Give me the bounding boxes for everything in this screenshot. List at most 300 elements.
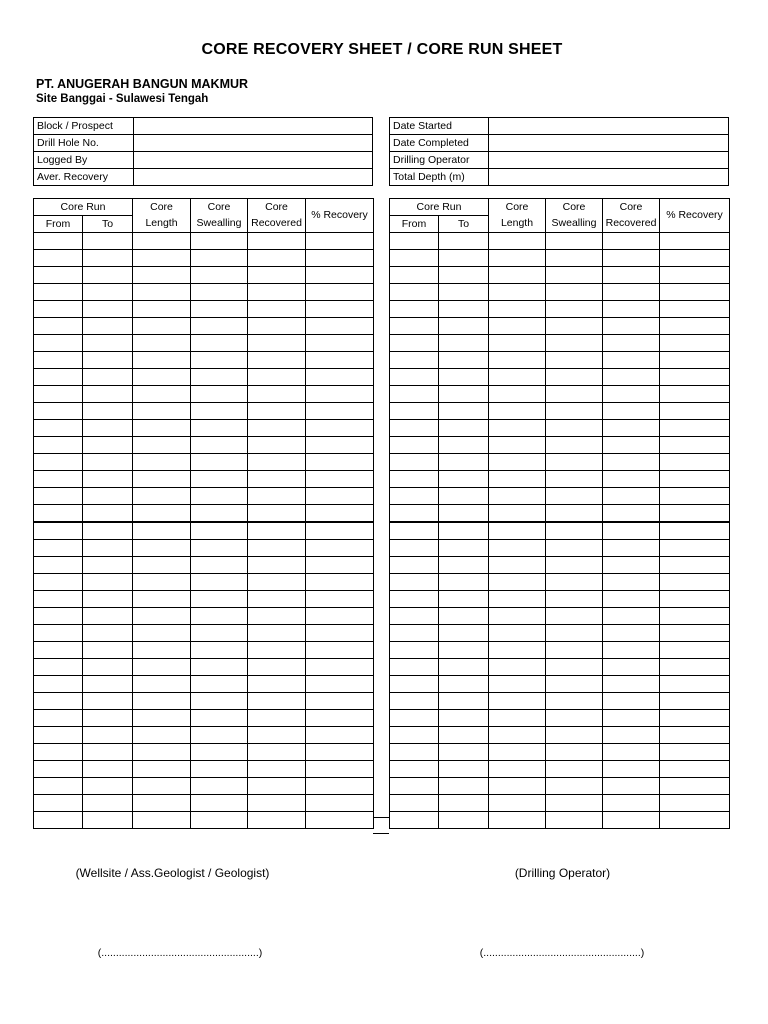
entry-cell[interactable] (603, 744, 660, 761)
entry-cell[interactable] (306, 676, 374, 693)
entry-cell[interactable] (603, 659, 660, 676)
entry-cell[interactable] (34, 727, 83, 744)
entry-cell[interactable] (248, 233, 306, 250)
entry-cell[interactable] (133, 659, 191, 676)
entry-cell[interactable] (83, 369, 133, 386)
entry-cell[interactable] (603, 233, 660, 250)
entry-cell[interactable] (660, 761, 730, 778)
entry-cell[interactable] (306, 250, 374, 267)
entry-cell[interactable] (191, 744, 248, 761)
entry-cell[interactable] (439, 557, 489, 574)
entry-cell[interactable] (34, 659, 83, 676)
entry-cell[interactable] (660, 693, 730, 710)
entry-cell[interactable] (439, 761, 489, 778)
entry-cell[interactable] (660, 540, 730, 557)
entry-cell[interactable] (133, 488, 191, 505)
entry-cell[interactable] (603, 335, 660, 352)
entry-cell[interactable] (603, 761, 660, 778)
entry-cell[interactable] (390, 557, 439, 574)
entry-cell[interactable] (546, 471, 603, 488)
entry-cell[interactable] (660, 318, 730, 335)
entry-cell[interactable] (306, 642, 374, 659)
entry-cell[interactable] (660, 625, 730, 642)
entry-cell[interactable] (489, 403, 546, 420)
entry-cell[interactable] (248, 693, 306, 710)
entry-cell[interactable] (603, 437, 660, 454)
entry-cell[interactable] (191, 335, 248, 352)
entry-cell[interactable] (191, 352, 248, 369)
entry-cell[interactable] (489, 693, 546, 710)
entry-cell[interactable] (390, 386, 439, 403)
entry-cell[interactable] (248, 676, 306, 693)
entry-cell[interactable] (306, 557, 374, 574)
entry-cell[interactable] (390, 693, 439, 710)
entry-cell[interactable] (603, 488, 660, 505)
entry-cell[interactable] (34, 471, 83, 488)
entry-cell[interactable] (489, 522, 546, 540)
entry-cell[interactable] (489, 557, 546, 574)
entry-cell[interactable] (489, 352, 546, 369)
entry-cell[interactable] (133, 727, 191, 744)
entry-cell[interactable] (546, 420, 603, 437)
entry-cell[interactable] (191, 318, 248, 335)
entry-cell[interactable] (660, 437, 730, 454)
entry-cell[interactable] (83, 778, 133, 795)
entry-cell[interactable] (306, 420, 374, 437)
entry-cell[interactable] (390, 812, 439, 829)
entry-cell[interactable] (191, 557, 248, 574)
entry-cell[interactable] (660, 352, 730, 369)
entry-cell[interactable] (248, 471, 306, 488)
entry-cell[interactable] (191, 488, 248, 505)
entry-cell[interactable] (546, 454, 603, 471)
entry-cell[interactable] (191, 233, 248, 250)
entry-cell[interactable] (191, 795, 248, 812)
entry-cell[interactable] (390, 676, 439, 693)
entry-cell[interactable] (390, 437, 439, 454)
entry-cell[interactable] (660, 488, 730, 505)
entry-cell[interactable] (34, 540, 83, 557)
entry-cell[interactable] (546, 693, 603, 710)
entry-cell[interactable] (248, 574, 306, 591)
entry-cell[interactable] (546, 335, 603, 352)
entry-cell[interactable] (439, 301, 489, 318)
entry-cell[interactable] (34, 812, 83, 829)
entry-cell[interactable] (83, 642, 133, 659)
entry-cell[interactable] (660, 454, 730, 471)
entry-cell[interactable] (390, 369, 439, 386)
info-value-field[interactable] (134, 169, 373, 186)
entry-cell[interactable] (133, 437, 191, 454)
entry-cell[interactable] (191, 454, 248, 471)
entry-cell[interactable] (439, 522, 489, 540)
entry-cell[interactable] (133, 522, 191, 540)
entry-cell[interactable] (439, 369, 489, 386)
entry-cell[interactable] (390, 625, 439, 642)
entry-cell[interactable] (133, 250, 191, 267)
entry-cell[interactable] (133, 420, 191, 437)
entry-cell[interactable] (133, 744, 191, 761)
entry-cell[interactable] (306, 608, 374, 625)
entry-cell[interactable] (390, 335, 439, 352)
entry-cell[interactable] (390, 659, 439, 676)
entry-cell[interactable] (489, 369, 546, 386)
entry-cell[interactable] (83, 761, 133, 778)
entry-cell[interactable] (83, 454, 133, 471)
entry-cell[interactable] (603, 693, 660, 710)
entry-cell[interactable] (546, 608, 603, 625)
entry-cell[interactable] (660, 284, 730, 301)
entry-cell[interactable] (489, 778, 546, 795)
entry-cell[interactable] (660, 386, 730, 403)
entry-cell[interactable] (660, 710, 730, 727)
entry-cell[interactable] (248, 369, 306, 386)
entry-cell[interactable] (390, 744, 439, 761)
entry-cell[interactable] (133, 540, 191, 557)
entry-cell[interactable] (489, 812, 546, 829)
entry-cell[interactable] (191, 574, 248, 591)
entry-cell[interactable] (306, 386, 374, 403)
entry-cell[interactable] (660, 676, 730, 693)
entry-cell[interactable] (83, 267, 133, 284)
entry-cell[interactable] (439, 403, 489, 420)
entry-cell[interactable] (546, 369, 603, 386)
entry-cell[interactable] (133, 267, 191, 284)
entry-cell[interactable] (439, 267, 489, 284)
entry-cell[interactable] (489, 488, 546, 505)
entry-cell[interactable] (248, 591, 306, 608)
entry-cell[interactable] (489, 625, 546, 642)
entry-cell[interactable] (603, 420, 660, 437)
entry-cell[interactable] (489, 710, 546, 727)
entry-cell[interactable] (248, 505, 306, 523)
entry-cell[interactable] (390, 540, 439, 557)
entry-cell[interactable] (390, 727, 439, 744)
entry-cell[interactable] (83, 437, 133, 454)
entry-cell[interactable] (306, 233, 374, 250)
entry-cell[interactable] (439, 625, 489, 642)
entry-cell[interactable] (439, 727, 489, 744)
entry-cell[interactable] (603, 642, 660, 659)
entry-cell[interactable] (546, 710, 603, 727)
entry-cell[interactable] (603, 301, 660, 318)
entry-cell[interactable] (489, 608, 546, 625)
entry-cell[interactable] (660, 727, 730, 744)
info-value-field[interactable] (489, 118, 729, 135)
entry-cell[interactable] (133, 403, 191, 420)
entry-cell[interactable] (34, 488, 83, 505)
entry-cell[interactable] (489, 335, 546, 352)
entry-cell[interactable] (248, 795, 306, 812)
entry-cell[interactable] (390, 642, 439, 659)
entry-cell[interactable] (390, 522, 439, 540)
entry-cell[interactable] (660, 778, 730, 795)
entry-cell[interactable] (489, 454, 546, 471)
entry-cell[interactable] (34, 778, 83, 795)
entry-cell[interactable] (133, 710, 191, 727)
entry-cell[interactable] (248, 540, 306, 557)
entry-cell[interactable] (390, 761, 439, 778)
entry-cell[interactable] (603, 591, 660, 608)
entry-cell[interactable] (489, 437, 546, 454)
entry-cell[interactable] (660, 369, 730, 386)
entry-cell[interactable] (439, 659, 489, 676)
entry-cell[interactable] (660, 233, 730, 250)
entry-cell[interactable] (248, 625, 306, 642)
entry-cell[interactable] (489, 471, 546, 488)
entry-cell[interactable] (603, 386, 660, 403)
entry-cell[interactable] (390, 471, 439, 488)
entry-cell[interactable] (248, 352, 306, 369)
entry-cell[interactable] (546, 488, 603, 505)
info-value-field[interactable] (489, 135, 729, 152)
entry-cell[interactable] (34, 625, 83, 642)
entry-cell[interactable] (83, 488, 133, 505)
entry-cell[interactable] (34, 369, 83, 386)
entry-cell[interactable] (34, 693, 83, 710)
entry-cell[interactable] (546, 233, 603, 250)
entry-cell[interactable] (390, 250, 439, 267)
entry-cell[interactable] (191, 420, 248, 437)
entry-cell[interactable] (489, 420, 546, 437)
entry-cell[interactable] (390, 403, 439, 420)
entry-cell[interactable] (660, 403, 730, 420)
entry-cell[interactable] (133, 778, 191, 795)
entry-cell[interactable] (390, 591, 439, 608)
entry-cell[interactable] (306, 727, 374, 744)
entry-cell[interactable] (191, 761, 248, 778)
entry-cell[interactable] (306, 488, 374, 505)
entry-cell[interactable] (489, 233, 546, 250)
entry-cell[interactable] (660, 301, 730, 318)
entry-cell[interactable] (248, 608, 306, 625)
entry-cell[interactable] (133, 574, 191, 591)
entry-cell[interactable] (546, 574, 603, 591)
entry-cell[interactable] (34, 420, 83, 437)
entry-cell[interactable] (660, 420, 730, 437)
entry-cell[interactable] (133, 454, 191, 471)
entry-cell[interactable] (390, 778, 439, 795)
entry-cell[interactable] (191, 505, 248, 523)
entry-cell[interactable] (83, 505, 133, 523)
entry-cell[interactable] (660, 267, 730, 284)
entry-cell[interactable] (34, 591, 83, 608)
entry-cell[interactable] (306, 574, 374, 591)
entry-cell[interactable] (248, 522, 306, 540)
entry-cell[interactable] (191, 710, 248, 727)
entry-cell[interactable] (439, 744, 489, 761)
entry-cell[interactable] (439, 335, 489, 352)
entry-cell[interactable] (660, 522, 730, 540)
entry-cell[interactable] (489, 301, 546, 318)
entry-cell[interactable] (306, 540, 374, 557)
entry-cell[interactable] (439, 233, 489, 250)
entry-cell[interactable] (546, 284, 603, 301)
entry-cell[interactable] (603, 318, 660, 335)
entry-cell[interactable] (546, 522, 603, 540)
entry-cell[interactable] (133, 591, 191, 608)
entry-cell[interactable] (306, 318, 374, 335)
entry-cell[interactable] (660, 471, 730, 488)
entry-cell[interactable] (248, 761, 306, 778)
entry-cell[interactable] (603, 557, 660, 574)
entry-cell[interactable] (306, 471, 374, 488)
entry-cell[interactable] (191, 693, 248, 710)
entry-cell[interactable] (34, 744, 83, 761)
entry-cell[interactable] (34, 557, 83, 574)
entry-cell[interactable] (248, 710, 306, 727)
entry-cell[interactable] (489, 727, 546, 744)
entry-cell[interactable] (133, 335, 191, 352)
entry-cell[interactable] (34, 386, 83, 403)
entry-cell[interactable] (390, 318, 439, 335)
entry-cell[interactable] (191, 267, 248, 284)
entry-cell[interactable] (439, 386, 489, 403)
entry-cell[interactable] (83, 557, 133, 574)
entry-cell[interactable] (306, 812, 374, 829)
entry-cell[interactable] (439, 352, 489, 369)
entry-cell[interactable] (133, 693, 191, 710)
entry-cell[interactable] (248, 778, 306, 795)
entry-cell[interactable] (439, 676, 489, 693)
entry-cell[interactable] (83, 608, 133, 625)
entry-cell[interactable] (133, 676, 191, 693)
entry-cell[interactable] (248, 420, 306, 437)
entry-cell[interactable] (83, 250, 133, 267)
entry-cell[interactable] (133, 761, 191, 778)
entry-cell[interactable] (439, 318, 489, 335)
entry-cell[interactable] (489, 795, 546, 812)
entry-cell[interactable] (306, 744, 374, 761)
entry-cell[interactable] (191, 591, 248, 608)
entry-cell[interactable] (34, 352, 83, 369)
entry-cell[interactable] (248, 403, 306, 420)
entry-cell[interactable] (191, 676, 248, 693)
entry-cell[interactable] (133, 318, 191, 335)
entry-cell[interactable] (83, 403, 133, 420)
entry-cell[interactable] (248, 335, 306, 352)
entry-cell[interactable] (34, 437, 83, 454)
entry-cell[interactable] (34, 795, 83, 812)
entry-cell[interactable] (306, 369, 374, 386)
entry-cell[interactable] (439, 420, 489, 437)
entry-cell[interactable] (660, 591, 730, 608)
entry-cell[interactable] (603, 710, 660, 727)
entry-cell[interactable] (133, 352, 191, 369)
entry-cell[interactable] (546, 505, 603, 523)
entry-cell[interactable] (489, 386, 546, 403)
entry-cell[interactable] (660, 795, 730, 812)
entry-cell[interactable] (133, 795, 191, 812)
entry-cell[interactable] (248, 437, 306, 454)
entry-cell[interactable] (248, 488, 306, 505)
entry-cell[interactable] (83, 676, 133, 693)
entry-cell[interactable] (306, 761, 374, 778)
entry-cell[interactable] (439, 471, 489, 488)
entry-cell[interactable] (306, 591, 374, 608)
entry-cell[interactable] (603, 676, 660, 693)
entry-cell[interactable] (306, 778, 374, 795)
entry-cell[interactable] (133, 608, 191, 625)
entry-cell[interactable] (191, 437, 248, 454)
entry-cell[interactable] (34, 454, 83, 471)
entry-cell[interactable] (603, 778, 660, 795)
entry-cell[interactable] (34, 267, 83, 284)
entry-cell[interactable] (603, 250, 660, 267)
entry-cell[interactable] (83, 744, 133, 761)
entry-cell[interactable] (191, 301, 248, 318)
entry-cell[interactable] (306, 522, 374, 540)
entry-cell[interactable] (546, 642, 603, 659)
entry-cell[interactable] (248, 250, 306, 267)
entry-cell[interactable] (439, 454, 489, 471)
geologist-signature-line[interactable]: (......................................................) (97, 947, 263, 959)
entry-cell[interactable] (306, 437, 374, 454)
entry-cell[interactable] (83, 812, 133, 829)
entry-cell[interactable] (660, 608, 730, 625)
entry-cell[interactable] (34, 301, 83, 318)
entry-cell[interactable] (390, 267, 439, 284)
entry-cell[interactable] (546, 540, 603, 557)
entry-cell[interactable] (133, 625, 191, 642)
operator-signature-line[interactable]: (......................................................) (479, 947, 645, 959)
entry-cell[interactable] (489, 250, 546, 267)
entry-cell[interactable] (133, 369, 191, 386)
entry-cell[interactable] (603, 574, 660, 591)
entry-cell[interactable] (191, 386, 248, 403)
entry-cell[interactable] (133, 284, 191, 301)
entry-cell[interactable] (603, 352, 660, 369)
entry-cell[interactable] (191, 471, 248, 488)
entry-cell[interactable] (603, 505, 660, 523)
entry-cell[interactable] (133, 386, 191, 403)
entry-cell[interactable] (603, 812, 660, 829)
entry-cell[interactable] (489, 676, 546, 693)
entry-cell[interactable] (546, 352, 603, 369)
entry-cell[interactable] (660, 335, 730, 352)
entry-cell[interactable] (191, 540, 248, 557)
entry-cell[interactable] (603, 540, 660, 557)
entry-cell[interactable] (660, 659, 730, 676)
entry-cell[interactable] (83, 352, 133, 369)
entry-cell[interactable] (191, 659, 248, 676)
entry-cell[interactable] (34, 676, 83, 693)
entry-cell[interactable] (546, 795, 603, 812)
entry-cell[interactable] (191, 812, 248, 829)
entry-cell[interactable] (306, 301, 374, 318)
entry-cell[interactable] (660, 250, 730, 267)
entry-cell[interactable] (248, 557, 306, 574)
entry-cell[interactable] (603, 284, 660, 301)
entry-cell[interactable] (489, 642, 546, 659)
entry-cell[interactable] (34, 522, 83, 540)
entry-cell[interactable] (34, 710, 83, 727)
entry-cell[interactable] (83, 710, 133, 727)
entry-cell[interactable] (660, 642, 730, 659)
entry-cell[interactable] (133, 471, 191, 488)
entry-cell[interactable] (306, 352, 374, 369)
entry-cell[interactable] (489, 744, 546, 761)
entry-cell[interactable] (439, 437, 489, 454)
entry-cell[interactable] (489, 505, 546, 523)
entry-cell[interactable] (306, 659, 374, 676)
entry-cell[interactable] (248, 318, 306, 335)
entry-cell[interactable] (489, 267, 546, 284)
entry-cell[interactable] (83, 795, 133, 812)
entry-cell[interactable] (83, 471, 133, 488)
entry-cell[interactable] (390, 505, 439, 523)
entry-cell[interactable] (34, 250, 83, 267)
